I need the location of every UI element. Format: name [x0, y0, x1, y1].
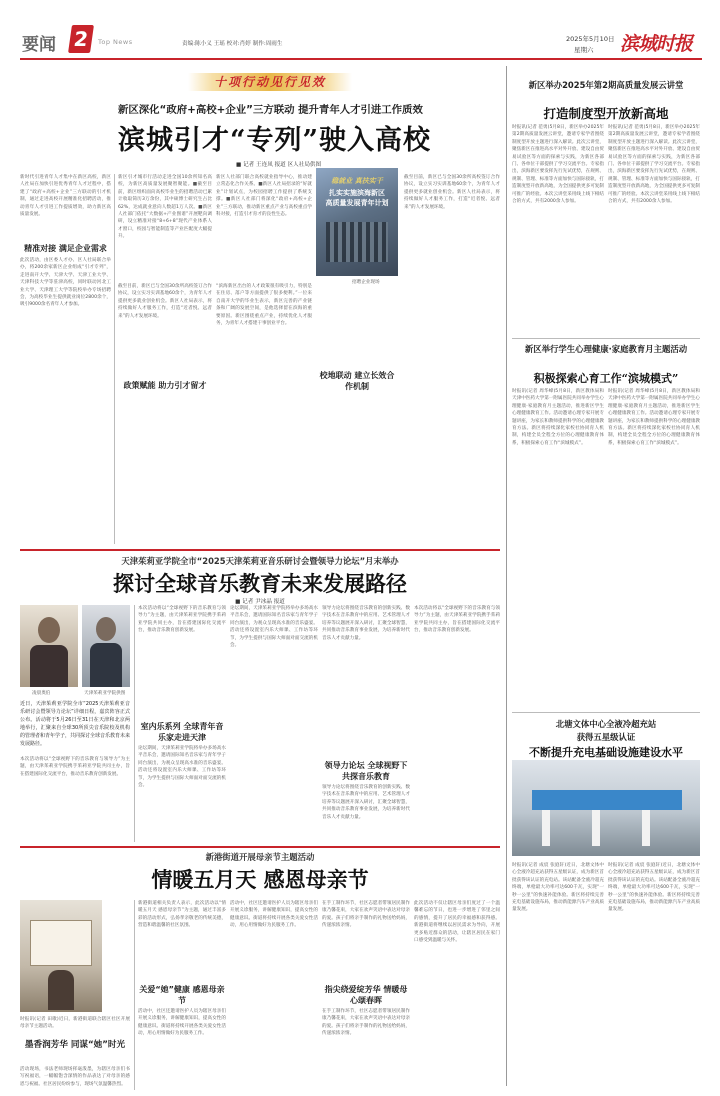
- bottom-subhead-1: 关爱“她”健康 感恩母亲节: [139, 985, 225, 1005]
- middle-photo2-caption: 天津茱莉亚学院供图: [84, 691, 126, 696]
- middle-col2-lower: 论坛期间，天津茱莉亚学院将举办多场高水平音乐会，邀请国际知名音乐家与青年学子同台演出，为观众呈现高水准的音乐盛宴。活动还将设置室内乐大师课、工作坊等环节，为学生提供与国际大师面对面交流的机会。: [138, 746, 226, 789]
- lead-col5-body: “滨海新区出台的人才政策很有吸引力，特别是在住房、落户等方面提供了很多便利。”一位来自南开大学的毕业生表示，新区完善的产业链条和广阔的发展空间，是他选择留在滨海的重要原因。新区围绕重点产业，持续优化人才服务，为青年人才搭建干事创业平台。: [216, 284, 312, 327]
- header-rule: [20, 58, 702, 60]
- middle-intro: 近日，天津茱莉亚学院全市“2025天津茱莉亚音乐研讨会暨领导力论坛”详细日程，嘉宾阵容正式公布。活动将于5月26日至31日在天津和北京两地举行，汇聚来自全球30所顶尖音乐院校及机构的管理者和青年学子，共同探讨全球音乐教育未来发展路径。: [20, 701, 130, 747]
- section-name: 要闻: [22, 35, 56, 55]
- lead-col6-body: 截至目前，新区已与全国30余所高校签订合作协议，设立实习实训基地60余个，为青年人才提供更多就业创业机会。新区人社局表示，将持续做好人才服务工作，打造“近者悦、远者来”的人才发展环境。: [404, 175, 500, 210]
- right-a3-title: 获得五星级认证: [576, 732, 636, 742]
- photo-banner-text: 稳就业 真扶实干: [331, 177, 383, 185]
- middle-col3-lower: 领导力论坛将围绕音乐教育的创新实践、数字技术在音乐教育中的应用、艺术管理人才培养等议题展开深入研讨，汇聚全球智慧，共同推动音乐教育事业发展，为培养新时代音乐人才贡献力量。: [322, 785, 410, 820]
- editor-credits: 责编:陈小义 王瑶 校对:肖婷 制作:周雨生: [182, 41, 283, 47]
- middle-col1: 本次活动将以“全球视野下的音乐教育与领导力”为主题，由天津茱莉亚学院携手茱莉亚学院共同主办，旨在搭建国际化交流平台，推动音乐教育创新发展。: [138, 606, 226, 634]
- right-a3-headline: 不断提升充电基础设施建设水平: [529, 746, 683, 759]
- right-photo-caption: 北塘文体中心全液冷超充站: [555, 719, 657, 729]
- right-a2-title: 新区举行学生心理健康·家庭教育月主题活动: [524, 344, 688, 354]
- middle-byline: ■ 记者 尹冰晶 报道: [235, 599, 285, 605]
- bottom-col1: 新港街道相关负责人表示，此次活动以“情暖五月天 感恩母亲节”为主题，通过丰富多彩的活动形式，弘扬孝亲敬老的传统美德，营造和谐温馨的社区氛围。: [138, 901, 226, 929]
- bottom-title: 情暖五月天 感恩母亲节: [151, 867, 369, 892]
- lead-col3-body: 新区人社部门联合高校就业指导中心，推动建立常态化合作关系。■新区人社局招录的“好就业”计划试点，为校园招聘工作提供了系统支撑。■新区人社部门将深化“政府+高校+企业”三方联动，推动新区重点产业与高校重点学科对接，打造引才育才的良性生态。: [216, 175, 312, 218]
- middle-col3: 领导力论坛将围绕音乐教育的创新实践、数字技术在音乐教育中的应用、艺术管理人才培养等议题展开深入研讨，汇聚全球智慧，共同推动音乐教育事业发展，为培养新时代音乐人才贡献力量。: [322, 606, 410, 641]
- right-a2-headline: 积极探索心育工作“滨城模式”: [533, 372, 679, 385]
- lead-col2-body: 新区引才城市行活动走进全国10余所知名高校，为新区高质量发展聚智聚能。■截至目前，新区组织面向高校毕业生的招聘活动已累计收取简历3万余份，其中硕博士研究生占比62%，达成就业意向人数超1万人次。■新区人社部门依托“大数据+产业图谱”开展靶向调研，设立精准对接“8+6+8”现代产业体系人才窗口，校园与智能制造等产业匹配度大幅提升。: [118, 175, 212, 240]
- bottom-photo-caption: 时报讯(记者 田歌)近日，新港街道联合辖区社区开展母亲节主题活动。: [20, 1017, 130, 1030]
- middle-col2: 论坛期间，天津茱莉亚学院将举办多场高水平音乐会，邀请国际知名音乐家与青年学子同台演出，为观众呈现高水准的音乐盛宴。活动还将设置室内乐大师课、工作坊等环节，为学生提供与国际大师面对面交流的机会。: [230, 606, 318, 649]
- bottom-kicker: 新港街道开展母亲节主题活动: [205, 852, 315, 862]
- bottom-col3: 在手工制作环节，社区志愿者带领居民制作康乃馨花束，大家在欢声笑语中表达对母亲的爱。孩子们将亲手制作的礼物送给妈妈，传递浓浓亲情。: [322, 901, 410, 929]
- middle-col4: 本次活动将以“全球视野下的音乐教育与领导力”为主题，由天津茱莉亚学院携手茱莉亚学院共同主办，旨在搭建国际化交流平台，推动音乐教育创新发展。: [414, 606, 500, 634]
- right-a2-body-col1: 时报讯(记者 周华峰)5月8日，新区教体局和天津中医药大学第一附属医院共同举办学生心理健康·家庭教育月主题活动，推进新区学生心理健康教育工作。活动邀请心理专家开展专题讲座，为家长和教师提供科学的心理健康教育方法。新区将持续深化家校社协同育人机制，构建全员全程全方位的心理健康教育体系，积极探索心育工作“滨城模式”。: [512, 389, 604, 446]
- right-a3-body-col2: 时报讯(记者 成宸 张庭轩)近日，北塘文体中心全液冷超充站获得五星级认证，成为新区首批获得该认证的充电站。该站配备全液冷超充终端，单枪最大功率可达600千瓦，实现“一秒一公里”的快速补能体验。新区将持续完善充电基础设施布局，推动新能源汽车产业高质量发展。: [608, 863, 700, 913]
- bottom-col3-lower: 在手工制作环节，社区志愿者带领居民制作康乃馨花束，大家在欢声笑语中表达对母亲的爱。孩子们将亲手制作的礼物送给妈妈，传递浓浓亲情。: [322, 1009, 410, 1037]
- bottom-col2: 活动中，社区还邀请医护人员为辖区母亲们开展义诊服务，讲解健康知识，提高女性的健康意识。街道将持续开展各类关爱女性活动，用心用情做好为民服务工作。: [230, 901, 318, 929]
- page-number: 2: [68, 25, 94, 53]
- issue-date: 2025年5月10日: [566, 35, 615, 43]
- issue-weekday: 星期六: [574, 46, 594, 54]
- page-header: [0, 0, 720, 66]
- middle-subhead-2: 领导力论坛 全球视野下共探音乐教育: [324, 761, 408, 781]
- middle-photo-portrait-2: [82, 605, 130, 687]
- middle-title: 探讨全球音乐教育未来发展路径: [113, 571, 407, 596]
- bottom-subhead-left: 墨香润芳华 同谋“她”时光: [24, 1040, 126, 1050]
- middle-photo1-caption: 凌晨奥伯: [32, 691, 51, 696]
- bottom-col4: 此次活动不仅让辖区母亲们度过了一个温馨难忘的节日，也进一步增进了邻里之间的感情，提升了居民的幸福感和获得感。新港街道将继续以居民需求为导向，开展更多贴近群众的活动，让辖区居民在家门口感受到温暖与关怀。: [414, 901, 500, 944]
- lead-subhead-1: 精准对接 满足企业需求: [24, 244, 107, 253]
- middle-col1-extra: 本次活动将以“全球视野下的音乐教育与领导力”为主题，由天津茱莉亚学院携手茱莉亚学院共同主办，旨在搭建国际化交流平台，推动音乐教育创新发展。: [20, 757, 130, 777]
- section-english: Top News: [98, 38, 133, 46]
- right-a2-body-col2: 时报讯(记者 周华峰)5月8日，新区教体局和天津中医药大学第一附属医院共同举办学生心理健康·家庭教育月主题活动，推进新区学生心理健康教育工作。活动邀请心理专家开展专题讲座，为家长和教师提供科学的心理健康教育方法。新区将持续深化家校社协同育人机制，构建全员全程全方位的心理健康教育体系，积极探索心育工作“滨城模式”。: [608, 389, 700, 446]
- lead-col4-body: 截至目前，新区已与全国30余所高校签订合作协议，设立实习实训基地60余个，为青年人才提供更多就业创业机会。新区人社局表示，将持续做好人才服务工作，打造“近者悦、远者来”的人才发展环境。: [118, 284, 212, 319]
- right-a1-title: 新区举办2025年第2期高质量发展云讲堂: [528, 80, 684, 90]
- right-a3-body-col1: 时报讯(记者 成宸 张庭轩)近日，北塘文体中心全液冷超充站获得五星级认证，成为新区首批获得该认证的充电站。该站配备全液冷超充终端，单枪最大功率可达600千瓦，实现“一秒一公里”的快速补能体验。新区将持续完善充电基础设施布局，推动新能源汽车产业高质量发展。: [512, 863, 604, 913]
- middle-photo-portrait-1: [20, 605, 78, 687]
- lead-subhead-3: 政策赋能 助力引才留才: [123, 381, 207, 390]
- bottom-col2-left: 活动中，社区还邀请医护人员为辖区母亲们开展义诊服务，讲解健康知识，提高女性的健康意识。街道将持续开展各类关爱女性活动，用心用情做好为民服务工作。: [138, 1009, 226, 1037]
- bottom-subhead-2: 指尖绕爱绽芳华 情暖母心颂春晖: [324, 985, 408, 1005]
- middle-kicker: 天津茱莉亚学院全市“2025天津茱莉亚音乐研讨会暨领导力论坛”月末举办: [121, 556, 399, 566]
- charging-station-photo: [512, 760, 700, 856]
- lead-title: 滨城引才“专列”驶入高校: [118, 125, 432, 156]
- right-a1-body-col2: 时报讯(记者 范勇)5月8日，新区举办2025年第2期高质量发展云讲堂，邀请专家学者围绕制度型开放主题进行深入解读。此次云讲堂，聚焦新区在推进高水平对外开放、建设自由贸易试验区等方面的探索与实践，为新区各部门、各单位干部提供了学习交流平台。专家指出，滨海新区要发挥先行先试优势，在规则、规制、管理、标准等方面加快与国际接轨，打造制度型开放新高地，为全国提供更多可复制可推广的经验。本次云讲堂采用线上线下相结合的方式，共有2000余人参加。: [608, 125, 700, 205]
- crowd-silhouette: [326, 222, 388, 262]
- lead-photo: [316, 168, 398, 276]
- lead-col1-body: 此次活动，由区委人才办、区人社局联合举办，将200余家新区企业组成“引才专列”，走进南开大学、天津大学、天津工业大学、天津科技大学等驻津高校，同时联动河北工业大学、天津理工大学等院校举办专场招聘会，为高校毕业生提供就业岗位2800余个，吸引9000余名青年人才参加。: [20, 258, 111, 308]
- middle-subhead-1: 室内乐系列 全球青年音乐家走进天津: [140, 722, 224, 742]
- campaign-banner: [188, 73, 352, 91]
- lead-subtitle: 新区深化“政府+高校+企业”三方联动 提升青年人才引进工作质效: [118, 104, 423, 116]
- right-a1-headline: 打造制度型开放新高地: [543, 106, 669, 121]
- lead-intro: 新时代引进青年人才集中在新区高校，新区人社局在加快引进优秀青年人才过程中，搭建了“政府+高校+企业”三方联动的引才机制，通过走进高校开展精准化招聘活动，推动青年人才引进工作提质增效，助力新区高质量发展。: [20, 175, 111, 218]
- masthead-logo: 滨城时报: [620, 33, 693, 55]
- lead-byline: ■ 记者 王连凤 报道 区人社局供图: [236, 162, 322, 168]
- campaign-slogan: 十项行动见行见效: [213, 75, 326, 89]
- right-a1-body-col1: 时报讯(记者 范勇)5月8日，新区举办2025年第2期高质量发展云讲堂，邀请专家学者围绕制度型开放主题进行深入解读。此次云讲堂，聚焦新区在推进高水平对外开放、建设自由贸易试验区等方面的探索与实践，为新区各部门、各单位干部提供了学习交流平台。专家指出，滨海新区要发挥先行先试优势，在规则、规制、管理、标准等方面加快与国际接轨，打造制度型开放新高地，为全国提供更多可复制可推广的经验。本次云讲堂采用线上线下相结合的方式，共有2000余人参加。: [512, 125, 604, 205]
- photo-sign-text: 扎实实施滨海新区 高质量发展青年计划: [325, 189, 389, 207]
- bottom-photo: [20, 900, 102, 1012]
- calligraphy-paper: [30, 920, 92, 966]
- lead-photo-caption: 招聘企业现场: [352, 280, 380, 285]
- section-label: [22, 30, 56, 54]
- station-canopy: [532, 790, 682, 810]
- bottom-left-body: 活动现场，书法老师现场挥毫泼墨，为辖区母亲们书写祝福语，一幅幅饱含深情的作品表达了对母亲的感恩与祝福。社区居民纷纷参与，现场气氛温馨热烈。: [20, 1067, 130, 1087]
- lead-subhead-2: 校地联动 建立长效合作机制: [319, 371, 395, 391]
